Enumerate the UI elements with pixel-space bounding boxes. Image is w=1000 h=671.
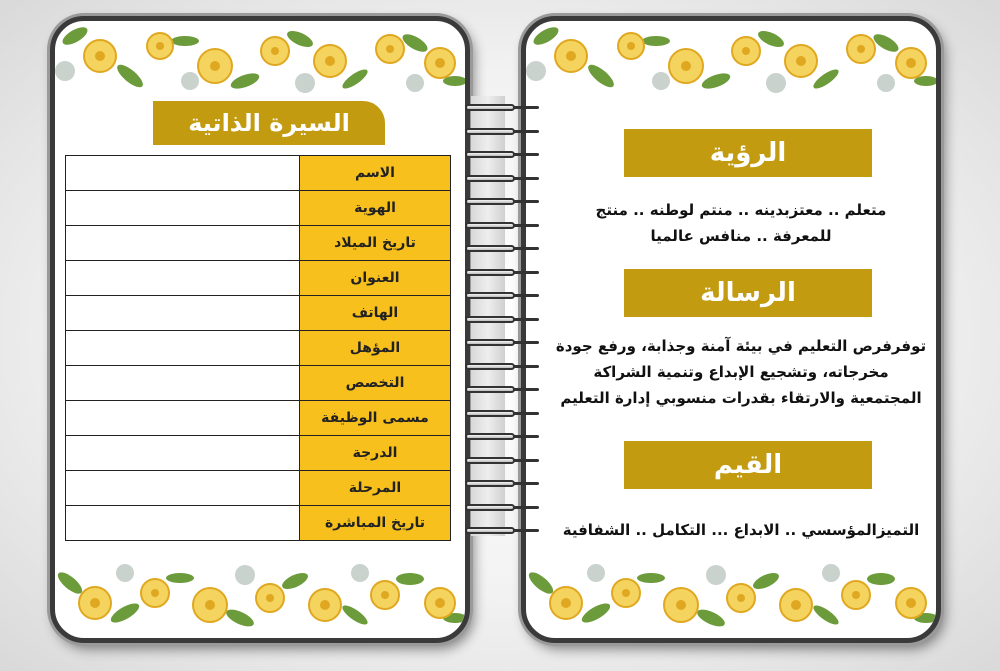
vision-title: الرؤية: [624, 129, 872, 177]
cv-value-field[interactable]: [66, 401, 300, 436]
cv-label: الهوية: [300, 191, 451, 226]
table-row: [66, 191, 451, 226]
spiral-ring: [465, 175, 545, 184]
values-text: التميزالمؤسسي .. الابداع ... التكامل .. الشفافية: [562, 521, 920, 539]
cv-value-field[interactable]: [66, 226, 300, 261]
table-row: [66, 296, 451, 331]
spiral-ring: [465, 104, 545, 113]
cv-title: السيرة الذاتية: [153, 101, 385, 145]
spiral-ring: [465, 292, 545, 301]
spiral-ring: [465, 386, 545, 395]
floral-border-top: [526, 21, 936, 111]
cv-label: المرحلة: [300, 471, 451, 506]
spiral-ring: [465, 410, 545, 419]
table-row: [66, 401, 451, 436]
cv-label: العنوان: [300, 261, 451, 296]
cv-label: تاريخ المباشرة: [300, 506, 451, 541]
table-row: [66, 471, 451, 506]
mission-text: [546, 333, 936, 411]
table-row: [66, 261, 451, 296]
spiral-ring: [465, 222, 545, 231]
spiral-ring: [465, 527, 545, 536]
cv-value-field[interactable]: [66, 261, 300, 296]
cv-label: مسمى الوظيفة: [300, 401, 451, 436]
vision-text: [546, 197, 936, 249]
spiral-ring: [465, 504, 545, 513]
spiral-ring: [465, 128, 545, 137]
cv-label: التخصص: [300, 366, 451, 401]
spiral-ring: [465, 269, 545, 278]
cv-page: [50, 16, 470, 643]
table-row: [66, 366, 451, 401]
values-title: القيم: [624, 441, 872, 489]
cv-value-field[interactable]: [66, 296, 300, 331]
spiral-ring: [465, 433, 545, 442]
cv-value-field[interactable]: [66, 436, 300, 471]
cv-value-field[interactable]: [66, 191, 300, 226]
table-row: [66, 331, 451, 366]
spiral-ring: [465, 457, 545, 466]
table-row: [66, 156, 451, 191]
spiral-ring: [465, 151, 545, 160]
vision-page: [521, 16, 941, 643]
cv-value-field[interactable]: [66, 471, 300, 506]
mission-line: مخرجاته، وتشجيع الإبداع وتنمية الشراكة: [593, 363, 889, 381]
cv-label: الهاتف: [300, 296, 451, 331]
cv-value-field[interactable]: [66, 366, 300, 401]
floral-border-bottom: [526, 543, 936, 638]
cv-label: تاريخ الميلاد: [300, 226, 451, 261]
spiral-ring: [465, 245, 545, 254]
cv-label: المؤهل: [300, 331, 451, 366]
cv-label: الدرجة: [300, 436, 451, 471]
mission-title: الرسالة: [624, 269, 872, 317]
cv-value-field[interactable]: [66, 506, 300, 541]
spiral-ring: [465, 316, 545, 325]
cv-value-field[interactable]: [66, 331, 300, 366]
spiral-ring: [465, 480, 545, 489]
cv-label: الاسم: [300, 156, 451, 191]
spiral-ring: [465, 363, 545, 372]
floral-border-bottom: [55, 543, 465, 638]
mission-line: المجتمعية والارتقاء بقدرات منسوبي إدارة التعليم: [560, 389, 922, 407]
vision-line: للمعرفة .. منافس عالميا: [650, 227, 832, 245]
table-row: [66, 436, 451, 471]
floral-border-top: [55, 21, 465, 111]
spiral-ring: [465, 198, 545, 207]
vision-line: متعلم .. معتزبدينه .. منتم لوطنه .. منتج: [595, 201, 887, 219]
cv-table: [65, 155, 451, 541]
spiral-ring: [465, 339, 545, 348]
cv-value-field[interactable]: [66, 156, 300, 191]
table-row: [66, 226, 451, 261]
table-row: [66, 506, 451, 541]
mission-line: توفرفرص التعليم في بيئة آمنة وجذابة، ورفع جودة: [555, 337, 927, 355]
spiral-binding: [455, 96, 545, 556]
